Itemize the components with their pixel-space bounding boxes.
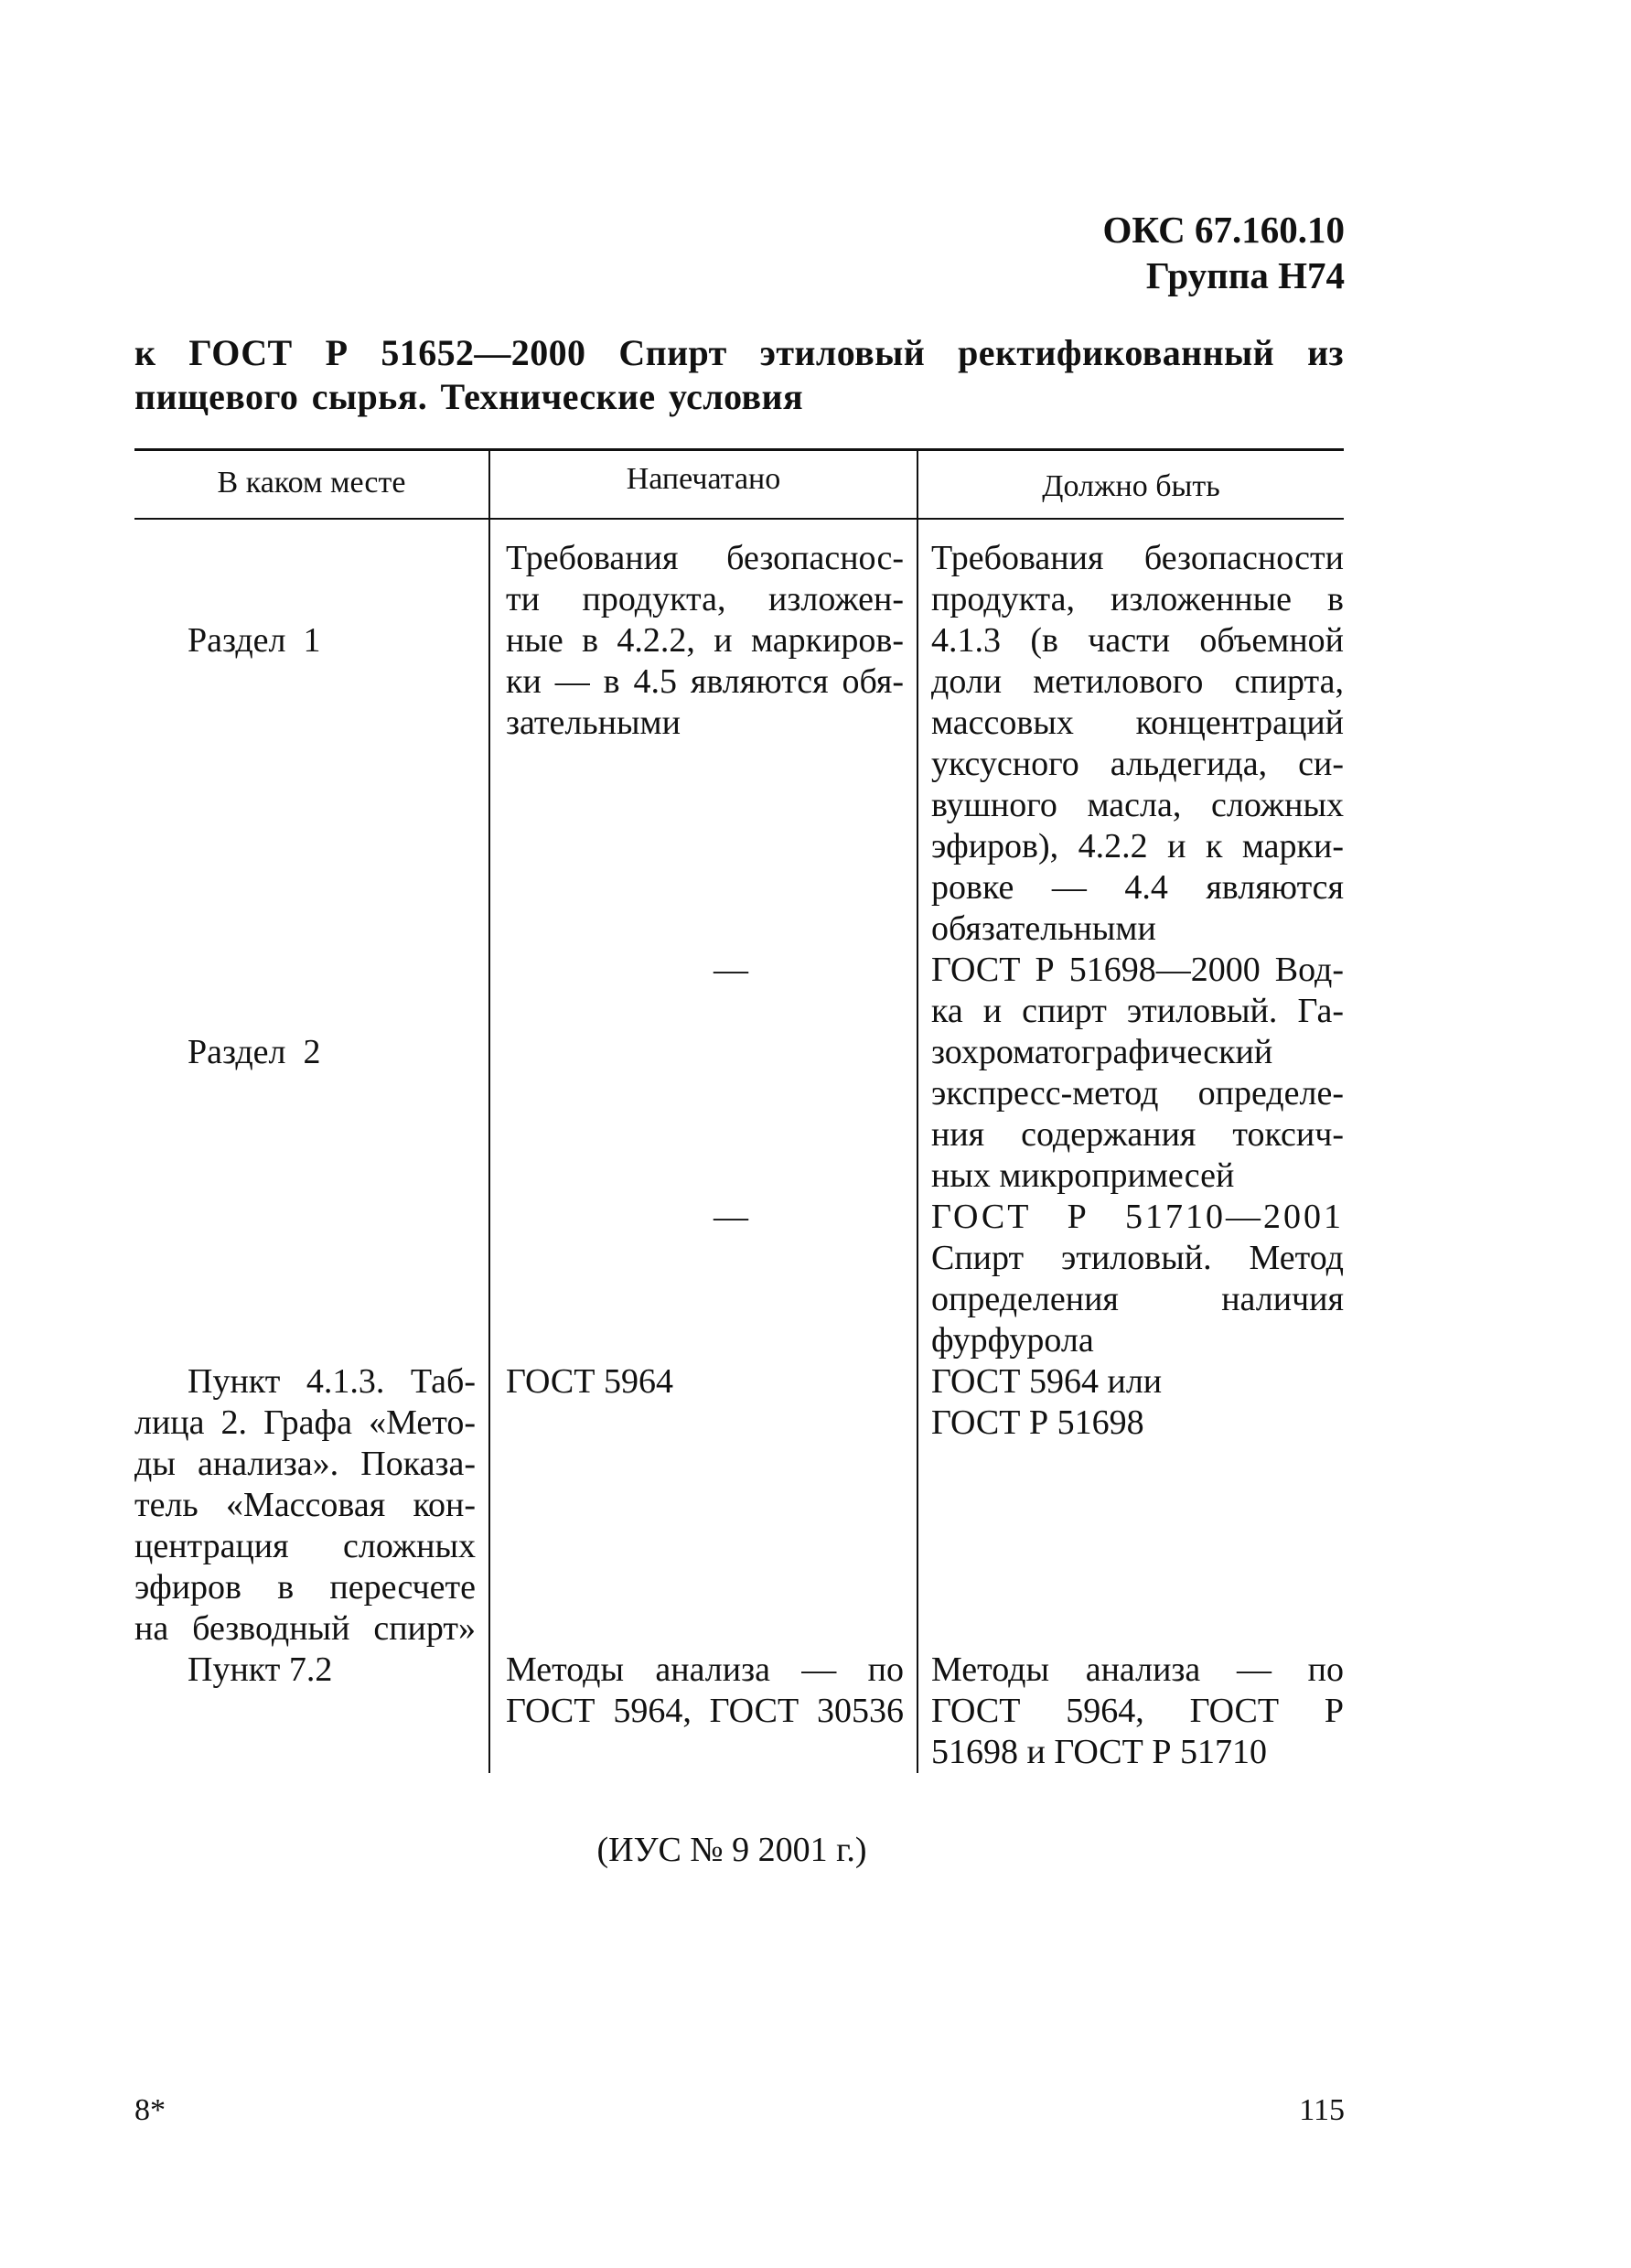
- row-printed-section-1: [506, 538, 904, 744]
- cell-line: на безводный спирт»: [134, 1609, 476, 1648]
- cell-line: ГОСТ 5964: [506, 1362, 673, 1401]
- cell-line: ГОСТ Р 51698: [931, 1403, 1144, 1442]
- row-should-clause-4-1-3: [931, 1361, 1162, 1444]
- row-place-section-1: [188, 538, 321, 744]
- cell-line: Пункт 4.1.3. Таб-: [188, 1362, 476, 1401]
- source-note: (ИУС № 9 2001 г.): [596, 1831, 867, 1869]
- cell-line: ГОСТ Р 51710—2001: [931, 1198, 1344, 1236]
- cell-line: Методы анализа — по: [931, 1650, 1344, 1689]
- cell-line: обязательными: [931, 909, 1156, 948]
- cell-line: уксусного альдегида, си-: [931, 745, 1344, 783]
- cell-line: зохроматографический: [931, 1033, 1273, 1071]
- cell-line: ГОСТ Р 51698—2000 Вод-: [931, 951, 1344, 989]
- cell-line: вушного масла, сложных: [931, 786, 1344, 824]
- cell-line: ти продукта, изложен-: [506, 580, 904, 618]
- cell-line: —: [714, 951, 748, 989]
- row-should-section-2: [931, 950, 1344, 1197]
- cell-line: 4.1.3 (в части объемной: [931, 621, 1344, 660]
- cell-line: продукта, изложенные в: [931, 580, 1344, 618]
- document-classification: [1103, 207, 1345, 298]
- cell-line: зательными: [506, 704, 681, 742]
- row-should-section-1: [931, 538, 1344, 950]
- cell-line: ных микропримесей: [931, 1156, 1235, 1195]
- cell-line: —: [714, 1198, 748, 1236]
- cell-line: ния содержания токсич-: [931, 1115, 1344, 1154]
- cell-line: Требования безопасности: [931, 539, 1344, 577]
- cell-line: тель «Массовая кон-: [134, 1486, 476, 1524]
- cell-line: ды анализа». Показа-: [134, 1445, 476, 1483]
- table-header-rule: [134, 518, 1344, 520]
- column-header-should: Должно быть: [1042, 469, 1220, 503]
- amendment-title: к ГОСТ Р 51652—2000 Спирт этиловый ректификованный из пищевого сырья. Технические условия: [134, 332, 1344, 417]
- row-place-clause-7-2: [188, 1650, 332, 1691]
- table-column-divider: [488, 448, 490, 1773]
- cell-line: 51698 и ГОСТ Р 51710: [931, 1733, 1267, 1771]
- row-should-section-2-continued: [931, 1197, 1344, 1361]
- cell-line: эфиров), 4.2.2 и к марки-: [931, 827, 1344, 865]
- amendment-table: [134, 448, 1344, 1773]
- cell-line: ные в 4.2.2, и маркиров-: [506, 621, 904, 660]
- cell-line: центрация сложных: [134, 1527, 476, 1565]
- cell-line: ки — в 4.5 являются обя-: [506, 662, 904, 701]
- row-printed-section-2: [490, 950, 917, 991]
- cell-line: ГОСТ 5964, ГОСТ 30536: [506, 1692, 904, 1730]
- row-printed-clause-7-2: [506, 1650, 904, 1732]
- okc-code: ОКС 67.160.10: [1102, 209, 1345, 251]
- cell-line: Требования безопаснос-: [506, 539, 904, 577]
- cell-line: определения наличия: [931, 1280, 1344, 1318]
- column-header-printed: Напечатано: [626, 462, 781, 496]
- cell-line: доли метилового спирта,: [931, 662, 1344, 701]
- row-place-section-2: [188, 950, 321, 1155]
- page-number: 115: [1299, 2093, 1345, 2127]
- signature-mark: 8*: [134, 2093, 166, 2127]
- cell-line: ГОСТ 5964, ГОСТ Р: [931, 1692, 1344, 1730]
- cell-line: экспресс-метод определе-: [931, 1074, 1344, 1113]
- row-printed-section-2-continued: [490, 1197, 917, 1238]
- row-printed-clause-4-1-3: [506, 1361, 673, 1403]
- cell-line: Спирт этиловый. Метод: [931, 1239, 1344, 1277]
- cell-line: лица 2. Графа «Мето-: [134, 1403, 476, 1442]
- row-should-clause-7-2: [931, 1650, 1344, 1773]
- cell-line: фурфурола: [931, 1321, 1094, 1360]
- cell-line: Раздел 2: [188, 1033, 321, 1071]
- cell-line: ровке — 4.4 являются: [931, 868, 1344, 907]
- group-code: Группа Н74: [1145, 254, 1345, 296]
- table-column-divider: [917, 448, 918, 1773]
- cell-line: эфиров в пересчете: [134, 1568, 476, 1607]
- cell-line: ка и спирт этиловый. Га-: [931, 992, 1344, 1030]
- cell-line: массовых концентраций: [931, 704, 1344, 742]
- cell-line: Раздел 1: [188, 621, 321, 660]
- cell-line: Пункт 7.2: [188, 1650, 333, 1689]
- row-place-clause-4-1-3: [134, 1361, 476, 1650]
- column-header-place: В каком месте: [217, 466, 406, 500]
- cell-line: ГОСТ 5964 или: [931, 1362, 1163, 1401]
- cell-line: Методы анализа — по: [506, 1650, 904, 1689]
